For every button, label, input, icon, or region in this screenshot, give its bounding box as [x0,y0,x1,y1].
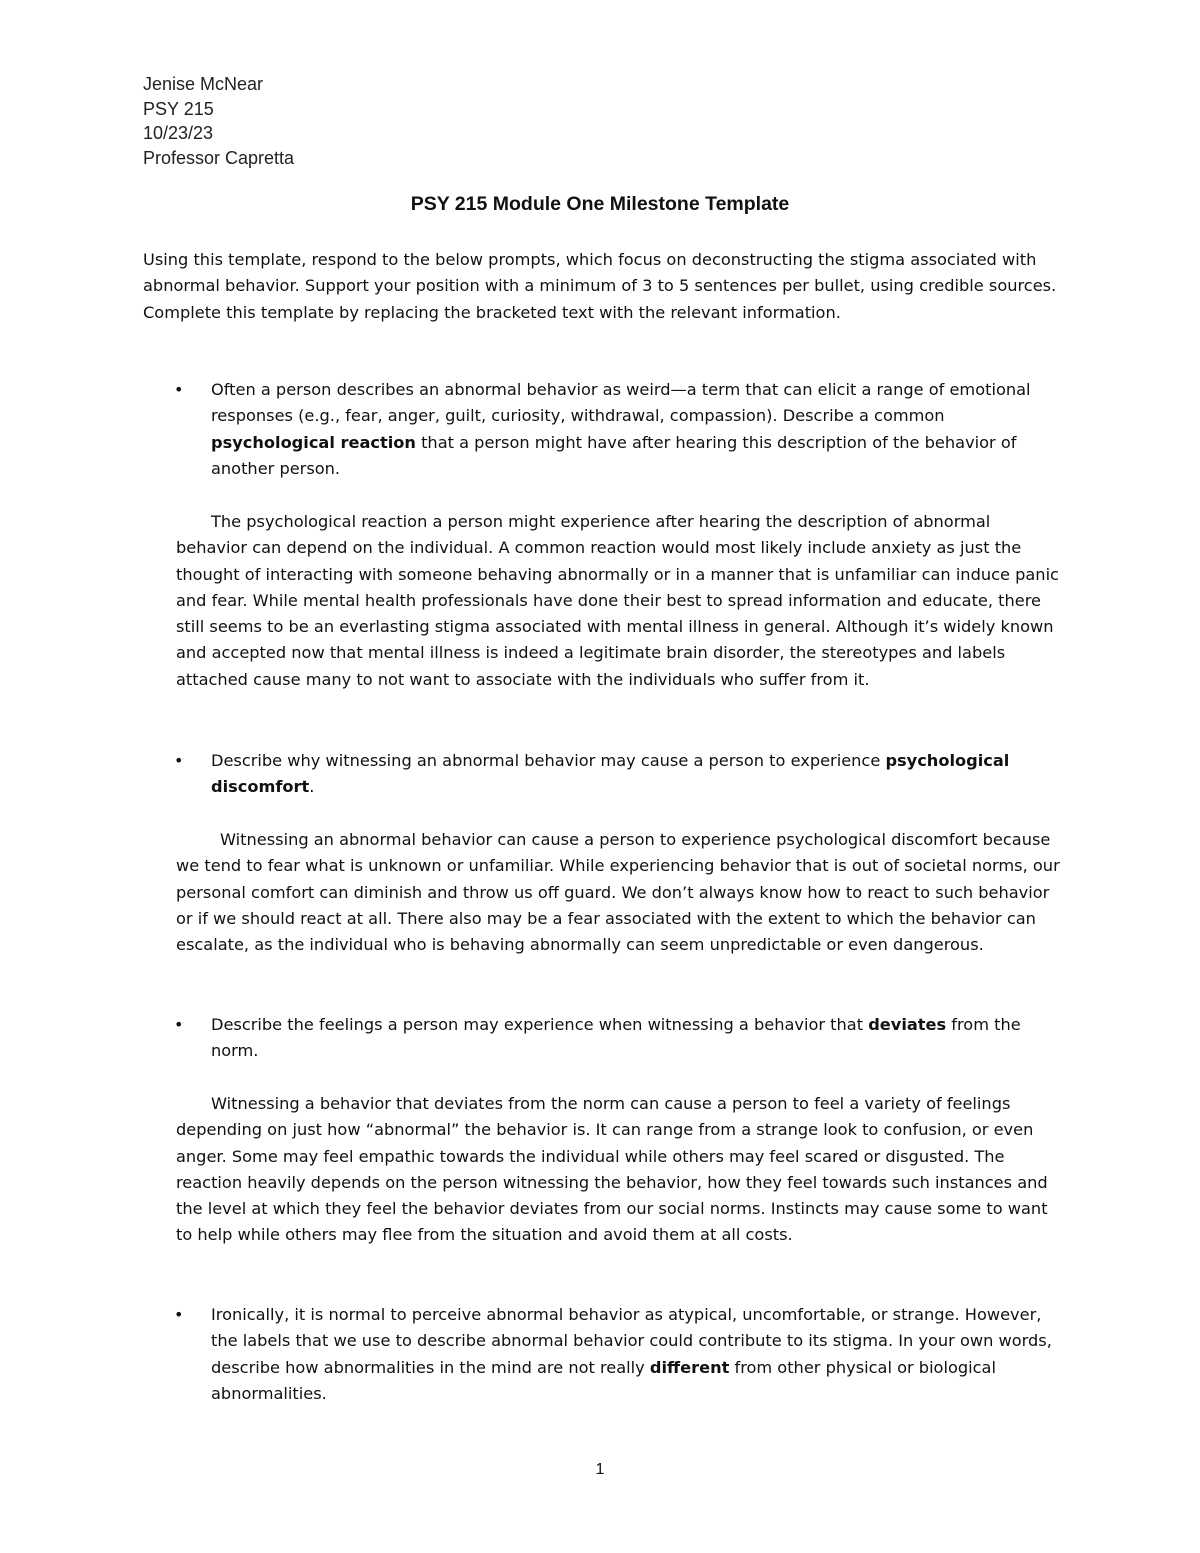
author-name: Jenise McNear [143,74,264,94]
prompt-text [211,1012,1063,1065]
answer-paragraph-3: Witnessing a behavior that deviates from the norm can cause a person to feel a variety of feelings depending on just how “abnormal” the behavior is. It can range from a strange look to confusion, or even anger. Some may feel empathic towards the individual while others may feel scared or disgusted. The reaction heavily depends on the person witnessing the behavior, how they feel towards such instances and the level at which they feel the behavior deviates from our social norms. Instincts may cause some to want to help while others may flee from the situation and avoid them at all costs. [176,1094,1048,1245]
prompt-bullet-3 [143,1012,1063,1065]
prompt-text-end: from other physical or biological abnormalities. [211,1357,996,1403]
document-header [143,72,294,170]
prompt-emphasis: psychological reaction [211,432,416,452]
prompt-emphasis: deviates [868,1015,947,1034]
prompt-text-end: . [309,777,315,797]
document-date: 10/23/23 [143,123,214,143]
prompt-text-end: from the norm. [211,1015,1021,1061]
course-code: PSY 215 [143,98,214,119]
prompt-bullet-2 [143,748,1063,801]
bullet-glyph: • [174,751,184,770]
intro-paragraph: Using this template, respond to the below prompts, which focus on deconstructing the stigma associated with abnormal behavior. Support your position with a minimum of 3 to 5 sentences per bullet, using credible sources. Complete this template by replacing the bracketed text with the relevant information. [143,250,1057,322]
bullet-glyph: • [174,1305,184,1324]
prompt-emphasis: different [649,1357,730,1377]
document-title: PSY 215 Module One Milestone Template [410,193,790,215]
prompt-text [211,1302,1063,1407]
answer-paragraph-1: The psychological reaction a person might experience after hearing the description of abnormal behavior can depend on the individual. A common reaction would most likely include anxiety as just the thought of interacting with someone behaving abnormally or in a manner that is unfamiliar can induce panic and fear. While mental health professionals have done their best to spread information and educate, there still seems to be an everlasting stigma associated with mental illness in general. Although it’s widely known and accepted now that mental illness is indeed a legitimate brain disorder, the stereotypes and labels attached cause many to not want to associate with the individuals who suffer from it. [176,512,1059,689]
prompt-text [211,377,1063,482]
prompt-bullet-4 [143,1302,1063,1407]
prompt-text-end: that a person might have after hearing this description of the behavior of another person. [211,432,1017,478]
prompt-text-start: Describe the feelings a person may experience when witnessing a behavior that [211,1015,869,1034]
prompt-text-start: Describe why witnessing an abnormal behavior may cause a person to experience [211,751,886,770]
prompt-text [211,748,1063,801]
page-number: 1 [595,1461,605,1478]
prompt-bullet-1 [143,377,1063,482]
bullet-glyph: • [174,380,184,399]
prompt-emphasis: psychological discomfort [211,751,1010,797]
answer-paragraph-2: Witnessing an abnormal behavior can cause a person to experience psychological discomfort because we tend to fear what is unknown or unfamiliar. While experiencing behavior that is out of societal norms, our personal comfort can diminish and throw us off guard. We don’t always know how to react to such behavior or if we should react at all. There also may be a fear associated with the extent to which the behavior can escalate, as the individual who is behaving abnormally can seem unpredictable or even dangerous. [176,830,1060,955]
prompt-text-start: Ironically, it is normal to perceive abnormal behavior as atypical, uncomfortable, or strange. However, the labels that we use to describe abnormal behavior could contribute to its stigma. In your own words, describe how abnormalities in the mind are not really [211,1305,1052,1377]
professor-name: Professor Capretta [143,147,295,168]
prompt-text-start: Often a person describes an abnormal behavior as weird—a term that can elicit a range of emotional responses (e.g., fear, anger, guilt, curiosity, withdrawal, compassion). Describe a common [211,380,1031,426]
bullet-glyph: • [174,1015,184,1034]
